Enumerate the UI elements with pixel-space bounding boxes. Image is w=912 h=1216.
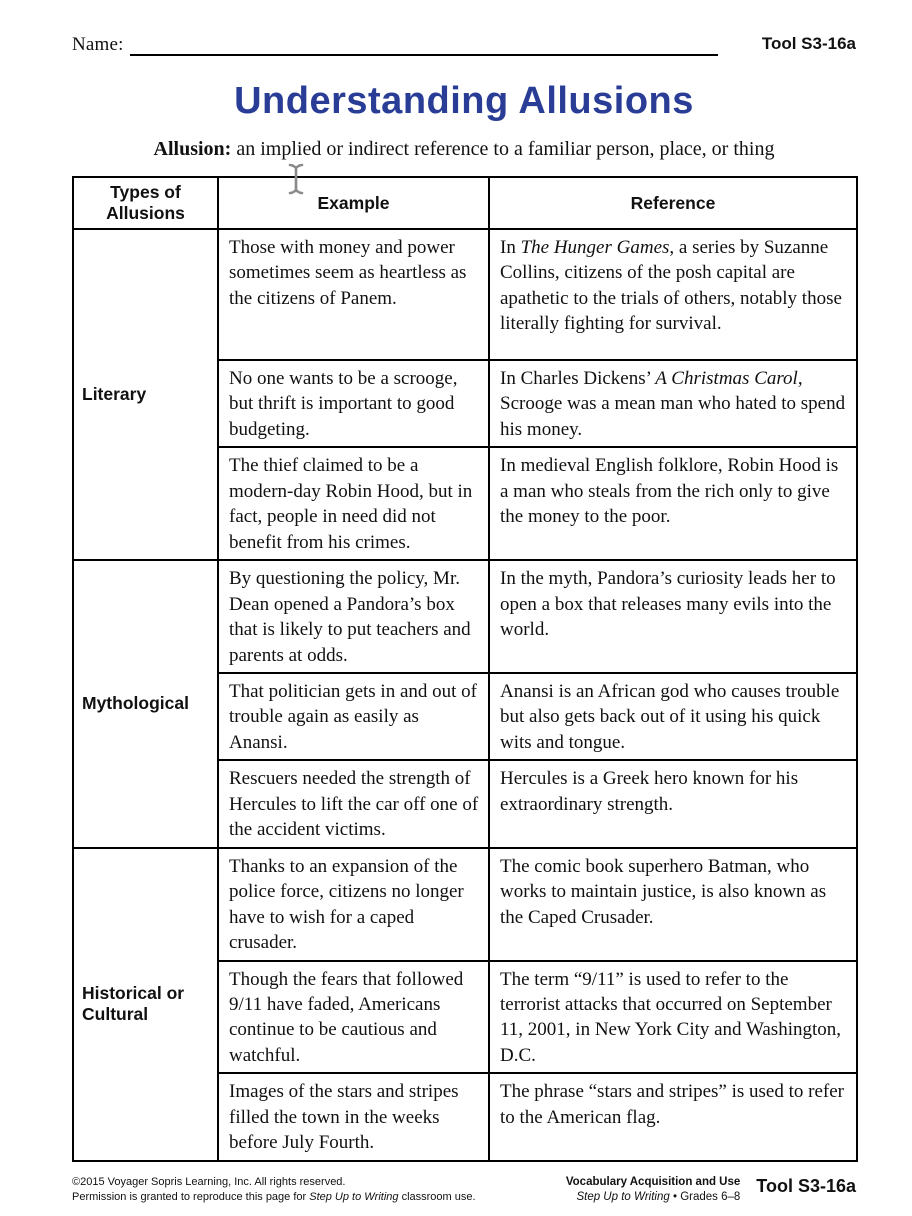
reference-cell: The comic book superhero Batman, who works to maintain justice, is also known as the Caped Crusader. xyxy=(489,848,857,961)
footer-strand: Vocabulary Acquisition and Use xyxy=(565,1175,741,1188)
type-cell-mythological: Mythological xyxy=(73,560,218,848)
example-cell: Those with money and power sometimes seem as heartless as the citizens of Panem. xyxy=(218,229,489,360)
tool-badge-bottom: Tool S3-16a xyxy=(756,1175,856,1196)
type-cell-historical: Historical or Cultural xyxy=(73,848,218,1161)
example-cell: Images of the stars and stripes filled the town in the weeks before July Fourth. xyxy=(218,1073,489,1160)
example-cell: Thanks to an expansion of the police force, citizens no longer have to wish for a caped crusader. xyxy=(218,848,489,961)
reference-cell: Anansi is an African god who causes trouble but also gets back out of it using his quick wits and tongue. xyxy=(489,673,857,760)
page-title: Understanding Allusions xyxy=(234,80,694,122)
name-blank-line xyxy=(130,34,718,56)
table-row xyxy=(73,848,857,961)
column-header-types: Types of Allusions xyxy=(73,177,218,229)
page-content xyxy=(72,32,856,1205)
reference-cell: The term “9/11” is used to refer to the terrorist attacks that occurred on September 11, 2001, in New York City and Washington, D.C. xyxy=(489,961,857,1074)
reference-cell: In the myth, Pandora’s curiosity leads her to open a box that releases many evils into the world. xyxy=(489,560,857,673)
worksheet-page xyxy=(0,32,912,1216)
example-cell: No one wants to be a scrooge, but thrift is important to good budgeting. xyxy=(218,360,489,447)
page-footer xyxy=(72,1175,856,1205)
example-cell: Rescuers needed the strength of Hercules to lift the car off one of the accident victims. xyxy=(218,760,489,847)
example-cell: That politician gets in and out of trouble again as easily as Anansi. xyxy=(218,673,489,760)
footer-program-block xyxy=(566,1175,740,1205)
example-cell: The thief claimed to be a modern-day Robin Hood, but in fact, people in need did not benefit from his crimes. xyxy=(218,447,489,560)
tool-badge-top: Tool S3-16a xyxy=(761,34,856,53)
table-row xyxy=(73,560,857,673)
allusions-table xyxy=(72,176,858,1162)
reference-cell: In medieval English folklore, Robin Hood is a man who steals from the rich only to give the money to the poor. xyxy=(489,447,857,560)
name-row xyxy=(72,32,856,56)
column-header-example: Example xyxy=(218,177,489,229)
footer-copyright: ©2015 Voyager Sopris Learning, Inc. All rights reserved. xyxy=(72,1175,346,1188)
column-header-reference: Reference xyxy=(489,177,857,229)
footer-legal xyxy=(72,1175,566,1205)
reference-cell: The phrase “stars and stripes” is used to refer to the American flag. xyxy=(489,1073,857,1160)
reference-cell: Hercules is a Greek hero known for his extraordinary strength. xyxy=(489,760,857,847)
definition-line: Allusion: an implied or indirect reference to a familiar person, place, or thing xyxy=(153,138,775,160)
footer-permission: Permission is granted to reproduce this page for Step Up to Writing classroom use. xyxy=(72,1190,476,1203)
footer-program: Step Up to Writing • Grades 6–8 xyxy=(576,1190,741,1203)
header-row xyxy=(73,177,857,229)
table-row xyxy=(73,229,857,360)
name-label: Name: xyxy=(72,34,124,55)
example-cell: By questioning the policy, Mr. Dean opened a Pandora’s box that is likely to put teachers and parents at odds. xyxy=(218,560,489,673)
reference-cell: In The Hunger Games, a series by Suzanne Collins, citizens of the posh capital are apathetic to the trials of others, notably those literally fighting for survival. xyxy=(489,229,857,360)
type-cell-literary: Literary xyxy=(73,229,218,560)
example-cell: Though the fears that followed 9/11 have faded, Americans continue to be cautious and watchful. xyxy=(218,961,489,1074)
reference-cell: In Charles Dickens’ A Christmas Carol, Scrooge was a mean man who hated to spend his money. xyxy=(489,360,857,447)
